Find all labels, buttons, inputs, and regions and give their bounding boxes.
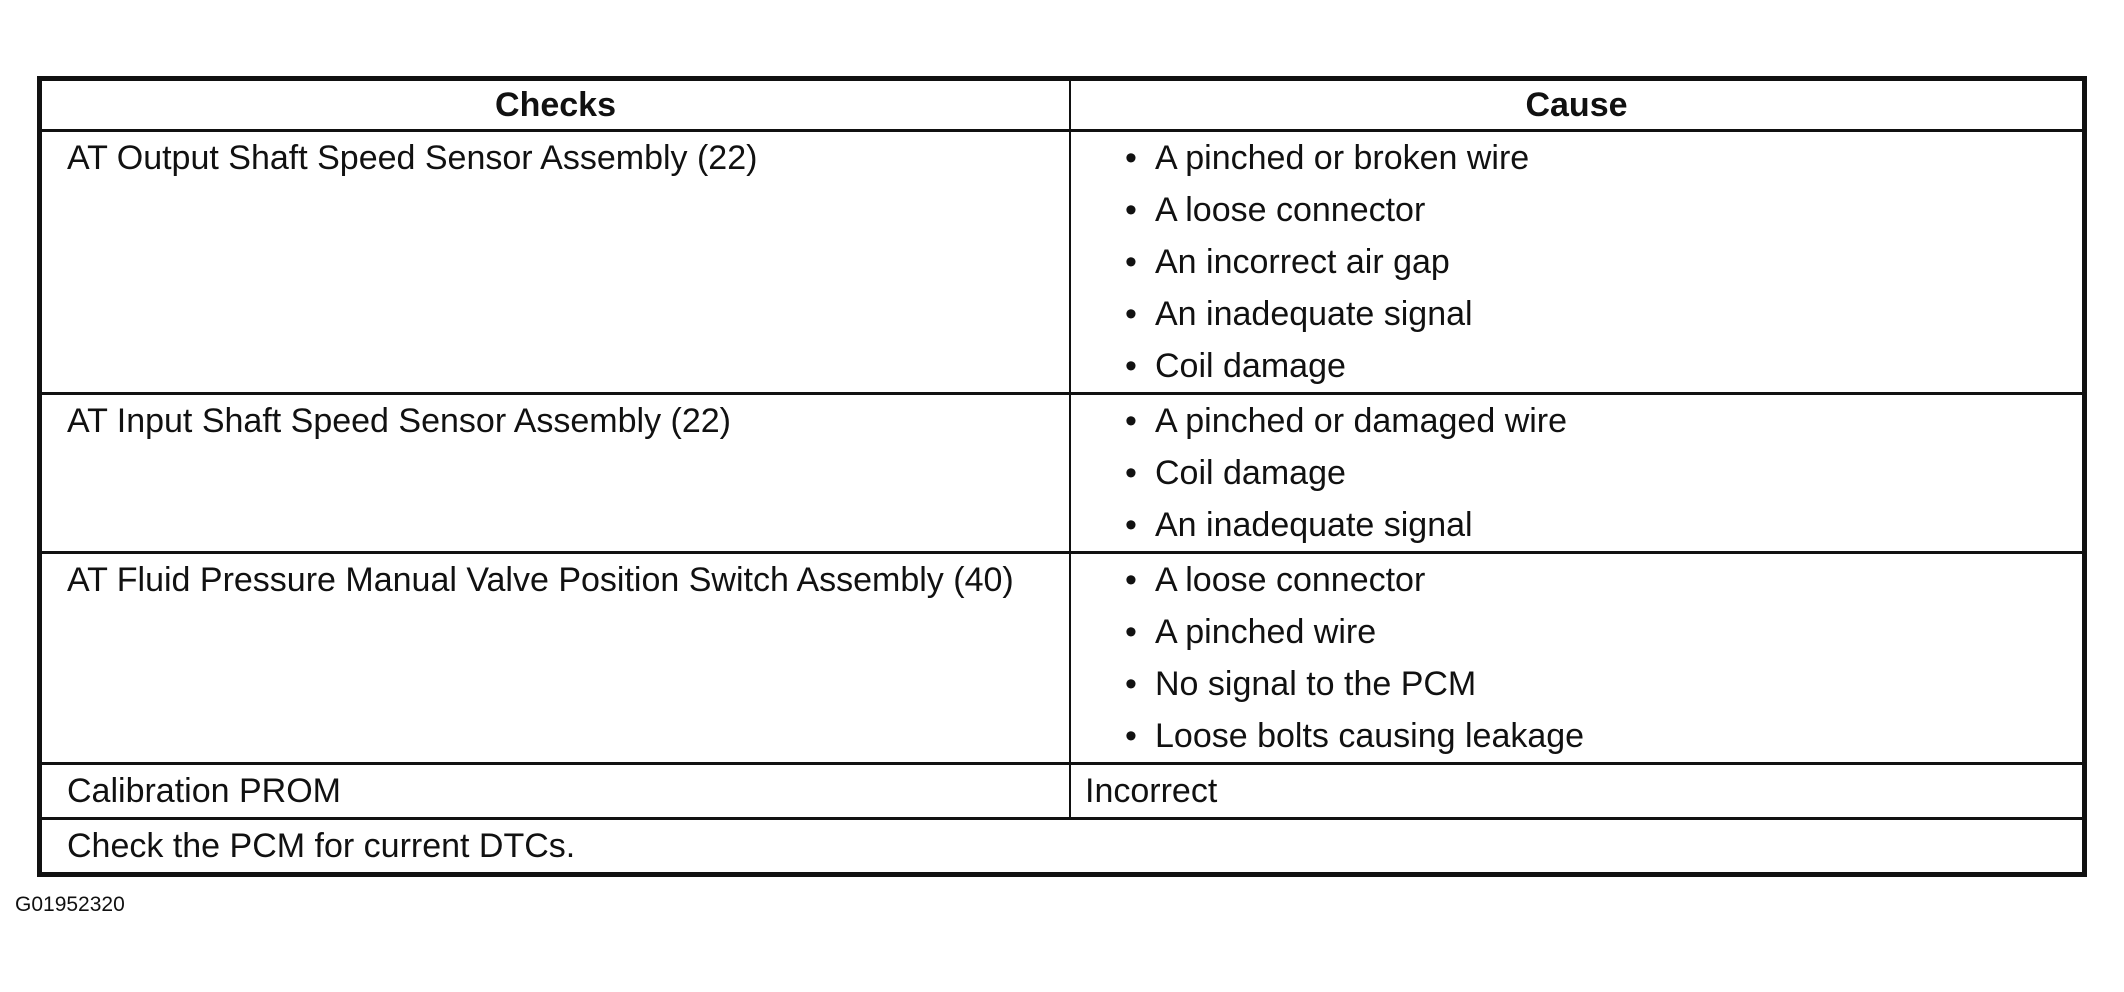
cause-text: No signal to the PCM (1155, 665, 1477, 703)
cause-text: A pinched or damaged wire (1155, 402, 1568, 440)
bullet-icon: • (1125, 402, 1137, 440)
cause-item (1125, 132, 2082, 184)
cause-text: Loose bolts causing leakage (1155, 717, 1585, 755)
cause-text: Coil damage (1155, 454, 1346, 492)
cause-item (1125, 236, 2082, 288)
bullet-icon: • (1125, 191, 1137, 229)
cause-item (1125, 395, 2082, 447)
cause-list (1085, 395, 2082, 551)
bullet-icon: • (1125, 454, 1137, 492)
cause-text: An inadequate signal (1155, 506, 1473, 544)
cause-item (1125, 658, 2082, 710)
header-cause: Cause (1070, 80, 2083, 131)
bullet-icon: • (1125, 243, 1137, 281)
cause-cell: Incorrect (1070, 764, 2083, 819)
header-checks: Checks (41, 80, 1070, 131)
cause-text: A loose connector (1155, 191, 1426, 229)
check-cell: AT Fluid Pressure Manual Valve Position Switch Assembly (40) (41, 553, 1070, 764)
cause-item (1125, 184, 2082, 236)
cause-item (1125, 606, 2082, 658)
cause-item (1125, 554, 2082, 606)
cause-cell (1070, 131, 2083, 394)
figure-id: G01952320 (15, 893, 125, 916)
table-row (41, 553, 2083, 764)
check-cell: AT Output Shaft Speed Sensor Assembly (22) (41, 131, 1070, 394)
cause-text: A loose connector (1155, 561, 1426, 599)
cause-item (1125, 447, 2082, 499)
bullet-icon: • (1125, 295, 1137, 333)
table-row (41, 131, 2083, 394)
cause-item (1125, 499, 2082, 551)
header-row (41, 80, 2083, 131)
check-cell: Calibration PROM (41, 764, 1070, 819)
check-cell: AT Input Shaft Speed Sensor Assembly (22) (41, 394, 1070, 553)
bullet-icon: • (1125, 561, 1137, 599)
table-row (41, 764, 2083, 819)
cause-text: An incorrect air gap (1155, 243, 1450, 281)
cause-item (1125, 340, 2082, 392)
cause-text: An inadequate signal (1155, 295, 1473, 333)
cause-item (1125, 288, 2082, 340)
diagnostic-table (37, 76, 2087, 877)
cause-text: Coil damage (1155, 347, 1346, 385)
bullet-icon: • (1125, 139, 1137, 177)
table-row (41, 394, 2083, 553)
bullet-icon: • (1125, 717, 1137, 755)
footer-row (41, 819, 2083, 874)
cause-cell (1070, 553, 2083, 764)
footer-note: Check the PCM for current DTCs. (41, 819, 2083, 874)
cause-text: A pinched or broken wire (1155, 139, 1530, 177)
bullet-icon: • (1125, 613, 1137, 651)
checks-causes-table (40, 79, 2084, 874)
cause-list (1085, 554, 2082, 762)
cause-cell (1070, 394, 2083, 553)
bullet-icon: • (1125, 665, 1137, 703)
bullet-icon: • (1125, 347, 1137, 385)
cause-text: A pinched wire (1155, 613, 1377, 651)
bullet-icon: • (1125, 506, 1137, 544)
cause-item (1125, 710, 2082, 762)
cause-list (1085, 132, 2082, 392)
